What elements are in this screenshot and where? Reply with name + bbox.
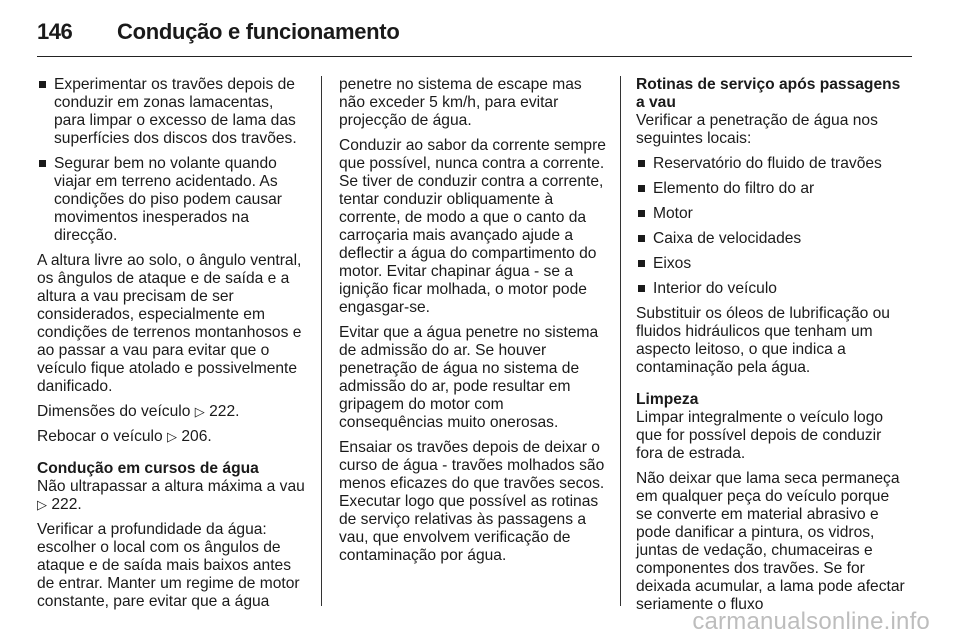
list-item (636, 205, 906, 223)
cross-reference (37, 403, 307, 421)
bullet-square-icon (638, 285, 645, 292)
bullet-square-icon (638, 160, 645, 167)
list-item (636, 280, 906, 298)
watermark: carmanualsonline.info (692, 608, 930, 635)
paragraph: Evitar que a água penetre no sistema de admissão do ar. Se houver penetração de água no sistema de admissão do ar, pode resultar em gripagem do motor com consequências muito onerosas. (339, 324, 599, 431)
bullet-square-icon (638, 260, 645, 267)
list-item (636, 230, 906, 248)
paragraph: A altura livre ao solo, o ângulo ventral, os ângulos de ataque e de saída e a altura a vau precisam de ser considerados, especialmente em condições de terrenos montanhosos e ao passar a vau para evitar que o veículo fique atolado e possivelmente danificado. (37, 252, 302, 395)
section-heading: Condução em cursos de água (37, 460, 259, 477)
paragraph: Limpar integralmente o veículo logo que for possível depois de conduzir fora de estrada. (636, 409, 884, 462)
list-item-text: Elemento do filtro do ar (653, 180, 815, 197)
list-item-text: Eixos (653, 255, 692, 272)
column-divider (620, 76, 621, 606)
paragraph (37, 478, 307, 514)
triangle-right-icon: ▷ (194, 404, 205, 419)
paragraph: Verificar a profundidade da água: escolher o local com os ângulos de ataque e de saída mais baixos antes de entrar. Manter um regime de motor constante, pare evitar que a água (37, 521, 300, 610)
cross-reference-page[interactable]: 222. (209, 403, 240, 420)
page-title: Condução e funcionamento (117, 19, 400, 44)
column-divider (321, 76, 322, 606)
section-heading: Limpeza (636, 391, 699, 408)
bullet-square-icon (638, 210, 645, 217)
paragraph: Não deixar que lama seca permaneça em qualquer peça do veículo porque se converte em material abrasivo e pode danificar a pintura, os vidros, juntas de vedação, chumaceiras e componentes dos travões. Se for deixada acumular, a lama pode afectar seriamente o fluxo (636, 470, 905, 613)
list-item-text: Motor (653, 205, 693, 222)
bullet-square-icon (39, 160, 46, 167)
triangle-right-icon: ▷ (167, 429, 178, 444)
paragraph-text: Não ultrapassar a altura máxima a vau (37, 478, 305, 495)
list-item-text: Segurar bem no volante quando viajar em terreno acidentado. As condições do piso podem causar movimentos inesperados na direcção. (54, 155, 282, 244)
cross-reference-page[interactable]: 206. (181, 428, 212, 445)
list-item (37, 76, 307, 148)
paragraph: Verificar a penetração de água nos seguintes locais: (636, 112, 878, 147)
bullet-square-icon (39, 81, 46, 88)
paragraph: penetre no sistema de escape mas não exceder 5 km/h, para evitar projecção de água. (339, 76, 582, 129)
header-divider (37, 56, 912, 57)
list-item-text: Caixa de velocidades (653, 230, 802, 247)
list-item-text: Interior do veículo (653, 280, 777, 297)
list-item (636, 180, 906, 198)
section-heading: Rotinas de serviço após passagens a vau (636, 76, 901, 111)
bullet-square-icon (638, 185, 645, 192)
bullet-square-icon (638, 235, 645, 242)
list-item-text: Reservatório do fluido de travões (653, 155, 882, 172)
cross-reference-text: Dimensões do veículo (37, 403, 191, 420)
list-item (37, 155, 307, 245)
cross-reference-text: Rebocar o veículo (37, 428, 163, 445)
triangle-right-icon: ▷ (37, 497, 47, 512)
page-number: 146 (37, 19, 73, 44)
cross-reference-page[interactable]: 222. (51, 496, 82, 513)
list-item (636, 155, 906, 173)
column-left (37, 76, 307, 618)
list-item (636, 255, 906, 273)
column-right (636, 76, 906, 621)
column-middle (339, 76, 607, 572)
paragraph: Ensaiar os travões depois de deixar o curso de água - travões molhados são menos eficazes do que travões secos. Executar logo que possível as rotinas de serviço relativas às passagens a vau, que envolvem verificação de contaminação por água. (339, 439, 605, 564)
paragraph: Substituir os óleos de lubrificação ou fluidos hidráulicos que tenham um aspecto leitoso, o que indica a contaminação pela água. (636, 305, 890, 376)
paragraph: Conduzir ao sabor da corrente sempre que possível, nunca contra a corrente. Se tiver de conduzir contra a corrente, tentar conduzir obliquamente à corrente, de modo a que o canto da carroçaria mais avançado ajude a deflectir a água do compartimento do motor. Evitar chapinar água - se a ignição ficar molhada, o motor pode engasgar-se. (339, 137, 606, 316)
list-item-text: Experimentar os travões depois de conduzir em zonas lamacentas, para limpar o excesso de lama das superfícies dos discos dos travões. (54, 76, 297, 147)
cross-reference (37, 428, 307, 446)
